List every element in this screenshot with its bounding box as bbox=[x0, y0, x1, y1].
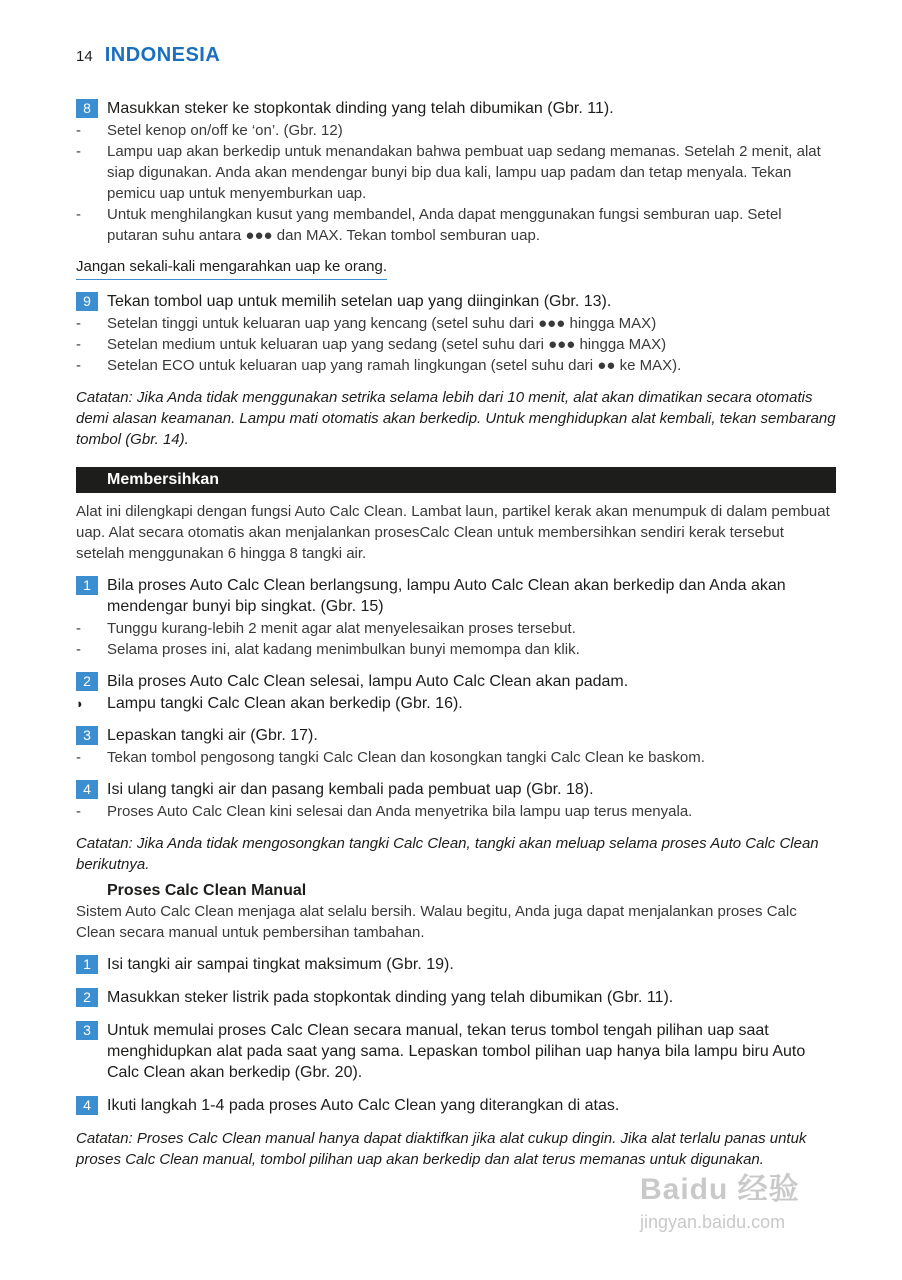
list-item bbox=[76, 313, 836, 334]
dash-marker: - bbox=[76, 620, 81, 637]
dash-marker: - bbox=[76, 357, 81, 374]
note-text: Catatan: Jika Anda tidak mengosongkan tangki Calc Clean, tangki akan meluap selama proses Auto Calc Clean berikutnya. bbox=[76, 835, 819, 873]
bullet-text: Setelan tinggi untuk keluaran uap yang kencang (setel suhu dari ●●● hingga MAX) bbox=[107, 315, 657, 332]
note-text: Catatan: Jika Anda tidak menggunakan setrika selama lebih dari 10 menit, alat akan dimatikan secara otomatis demi alasan keamanan. Lampu mati otomatis akan berkedip. Untuk menghidupkan alat kembali, tekan sembarang tombol (Gbr. 14). bbox=[76, 389, 836, 448]
step-number-badge: 4 bbox=[76, 780, 98, 799]
bullet-text: Tekan tombol pengosong tangki Calc Clean dan kosongkan tangki Calc Clean ke baskom. bbox=[107, 749, 705, 766]
page-content bbox=[76, 98, 836, 1170]
step-number-badge: 4 bbox=[76, 1096, 98, 1115]
step-number-badge: 3 bbox=[76, 726, 98, 745]
step-number-badge: 3 bbox=[76, 1021, 98, 1040]
step-text: Ikuti langkah 1-4 pada proses Auto Calc Clean yang diterangkan di atas. bbox=[107, 1097, 620, 1114]
step-9 bbox=[76, 291, 836, 312]
page-header bbox=[76, 44, 220, 67]
dash-marker: - bbox=[76, 143, 81, 160]
step-text: Tekan tombol uap untuk memilih setelan uap yang diinginkan (Gbr. 13). bbox=[107, 293, 612, 310]
step-number-badge: 2 bbox=[76, 988, 98, 1007]
step-text: Untuk memulai proses Calc Clean secara manual, tekan terus tombol tengah pilihan uap saat menghidupkan alat pada saat yang sama. Lepaskan tombol pilihan uap hanya bila lampu biru Auto Calc Clean akan berkedip (Gbr. 20). bbox=[107, 1022, 806, 1081]
result-arrow-icon: ◗ bbox=[76, 696, 84, 711]
step-text: Masukkan steker ke stopkontak dinding yang telah dibumikan (Gbr. 11). bbox=[107, 100, 614, 117]
bullet-text: Setelan ECO untuk keluaran uap yang ramah lingkungan (setel suhu dari ●● ke MAX). bbox=[107, 357, 682, 374]
bullet-text: Setelan medium untuk keluaran uap yang sedang (setel suhu dari ●●● hingga MAX) bbox=[107, 336, 667, 353]
watermark-url: jingyan.baidu.com bbox=[640, 1212, 786, 1232]
list-item bbox=[76, 355, 836, 376]
bullet-text: Tunggu kurang-lebih 2 menit agar alat menyelesaikan proses tersebut. bbox=[107, 620, 576, 637]
manual-step-1 bbox=[76, 954, 836, 975]
result-text: Lampu tangki Calc Clean akan berkedip (Gbr. 16). bbox=[107, 695, 463, 712]
section-intro: Alat ini dilengkapi dengan fungsi Auto Calc Clean. Lambat laun, partikel kerak akan menumpuk di dalam pembuat uap. Alat secara otomatis akan menjalankan prosesCalc Clean untuk membersihkan sendiri kerak tersebut setelah menggunakan 6 hingga 8 tangki air. bbox=[76, 503, 830, 562]
result-item bbox=[76, 693, 836, 714]
step-number-badge: 8 bbox=[76, 99, 98, 118]
dash-marker: - bbox=[76, 336, 81, 353]
list-item bbox=[76, 747, 836, 768]
note-text: Catatan: Proses Calc Clean manual hanya dapat diaktifkan jika alat cukup dingin. Jika alat terlalu panas untuk proses Calc Clean manual, tombol pilihan uap akan berkedip dan alat terus memanas untuk digunakan. bbox=[76, 1130, 807, 1168]
language-title: INDONESIA bbox=[104, 44, 221, 66]
dash-marker: - bbox=[76, 122, 81, 139]
cleaning-step-1 bbox=[76, 575, 836, 617]
step-text: Isi ulang tangki air dan pasang kembali pada pembuat uap (Gbr. 18). bbox=[107, 781, 594, 798]
bullet-text: Setel kenop on/off ke ‘on’. (Gbr. 12) bbox=[107, 122, 343, 139]
step-text: Lepaskan tangki air (Gbr. 17). bbox=[107, 727, 318, 744]
cleaning-step-3 bbox=[76, 725, 836, 746]
section-heading-cleaning: Membersihkan bbox=[76, 467, 836, 493]
step-text: Bila proses Auto Calc Clean berlangsung, lampu Auto Calc Clean akan berkedip dan Anda akan mendengar bunyi bip singkat. (Gbr. 15) bbox=[107, 577, 786, 615]
manual-step-3 bbox=[76, 1020, 836, 1083]
step-number-badge: 1 bbox=[76, 955, 98, 974]
cleaning-step-4 bbox=[76, 779, 836, 800]
bullet-text: Lampu uap akan berkedip untuk menandakan bahwa pembuat uap sedang memanas. Setelah 2 menit, alat siap digunakan. Anda akan mendengar bunyi bip dua kali, lampu uap padam dan tetap menyala. Tekan pemicu uap untuk menyemburkan uap. bbox=[107, 143, 821, 202]
watermark-logo: Baidu 经验 bbox=[640, 1173, 800, 1206]
cleaning-step-2 bbox=[76, 671, 836, 692]
step-text: Bila proses Auto Calc Clean selesai, lampu Auto Calc Clean akan padam. bbox=[107, 673, 629, 690]
list-item bbox=[76, 639, 836, 660]
step-text: Masukkan steker listrik pada stopkontak dinding yang telah dibumikan (Gbr. 11). bbox=[107, 989, 674, 1006]
warning-text: Jangan sekali-kali mengarahkan uap ke orang. bbox=[76, 257, 387, 280]
list-item bbox=[76, 334, 836, 355]
bullet-text: Proses Auto Calc Clean kini selesai dan Anda menyetrika bila lampu uap terus menyala. bbox=[107, 803, 693, 820]
page-number: 14 bbox=[76, 48, 93, 65]
baidu-watermark bbox=[640, 1164, 860, 1244]
dash-marker: - bbox=[76, 641, 81, 658]
manual-step-2 bbox=[76, 987, 836, 1008]
list-item bbox=[76, 801, 836, 822]
list-item bbox=[76, 120, 836, 141]
bullet-text: Selama proses ini, alat kadang menimbulkan bunyi memompa dan klik. bbox=[107, 641, 580, 658]
step-number-badge: 2 bbox=[76, 672, 98, 691]
bullet-text: Untuk menghilangkan kusut yang membandel, Anda dapat menggunakan fungsi semburan uap. Setel putaran suhu antara ●●● dan MAX. Tekan tombol semburan uap. bbox=[107, 206, 782, 244]
dash-marker: - bbox=[76, 206, 81, 223]
step-number-badge: 9 bbox=[76, 292, 98, 311]
step-number-badge: 1 bbox=[76, 576, 98, 595]
dash-marker: - bbox=[76, 803, 81, 820]
list-item bbox=[76, 204, 836, 246]
subheading-manual: Proses Calc Clean Manual bbox=[107, 882, 307, 899]
manual-step-4 bbox=[76, 1095, 836, 1116]
list-item bbox=[76, 141, 836, 204]
dash-marker: - bbox=[76, 315, 81, 332]
manual-intro: Sistem Auto Calc Clean menjaga alat selalu bersih. Walau begitu, Anda juga dapat menjalankan proses Calc Clean secara manual untuk pembersihan tambahan. bbox=[76, 903, 797, 941]
step-8 bbox=[76, 98, 836, 119]
step-text: Isi tangki air sampai tingkat maksimum (Gbr. 19). bbox=[107, 956, 454, 973]
dash-marker: - bbox=[76, 749, 81, 766]
list-item bbox=[76, 618, 836, 639]
